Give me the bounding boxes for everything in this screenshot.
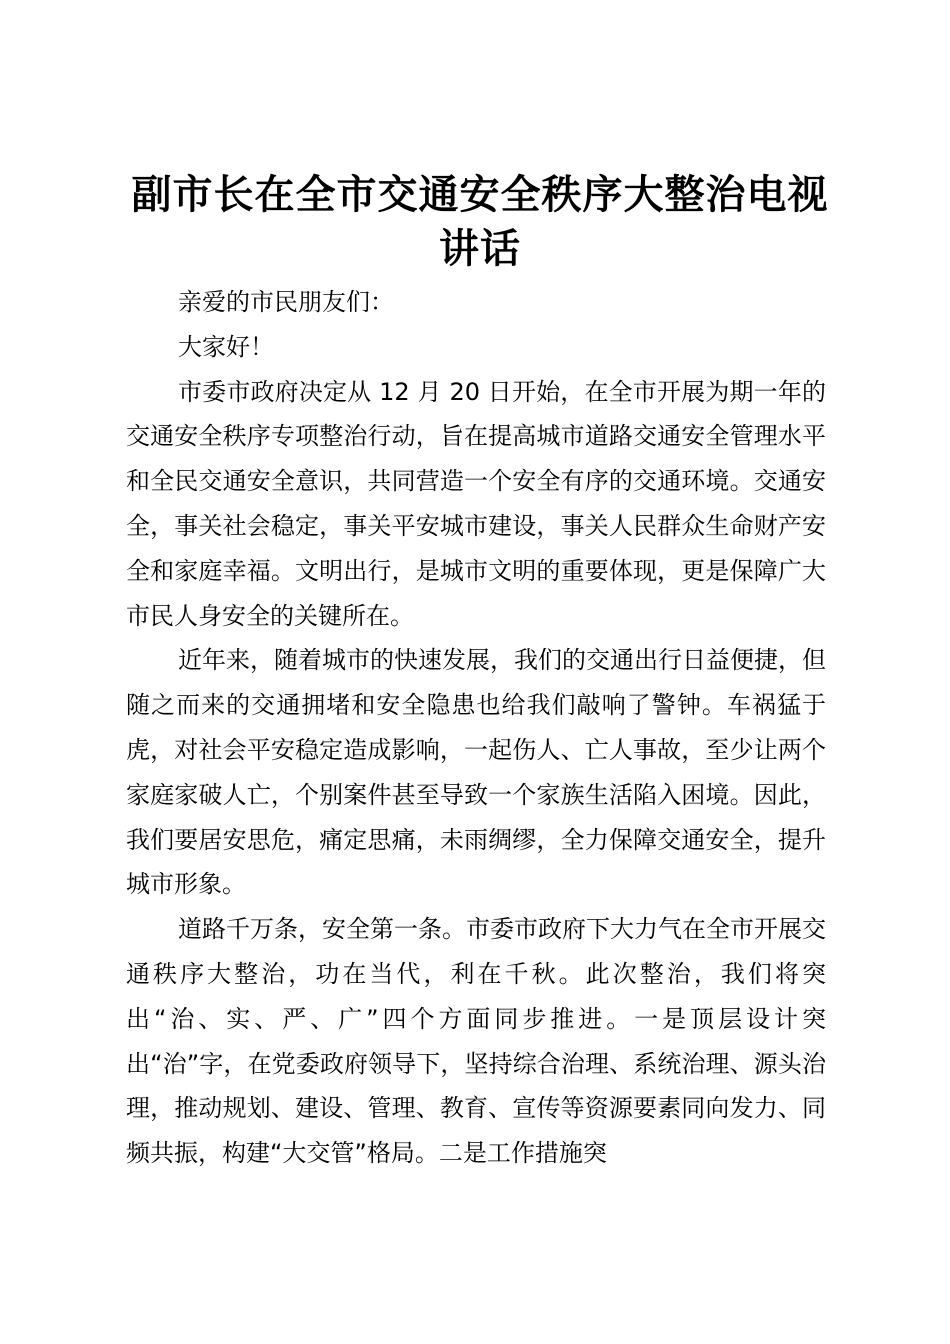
title-line-2: 讲话 (439, 225, 521, 272)
title-line-1: 副市长在全市交通安全秩序大整治电视 (131, 171, 829, 218)
greeting: 大家好！ (178, 332, 274, 361)
paragraph: 道路千万条，安全第一条。市委市政府下大力气在全市开展交通秩序大整治，功在当代，利在千秋。此次整治，我们将突出“治、实、严、广”四个方面同步推进。一是顶层设计突出“治”字，在党委政府领导下，坚持综合治理、系统治理、源头治理，推动规划、建设、管理、教育、宣传等资源要素同向发力、同频共振，构建“大交管”格局。二是工作措施突 (126, 915, 826, 1168)
paragraph: 近年来，随着城市的快速发展，我们的交通出行日益便捷，但随之而来的交通拥堵和安全隐患也给我们敲响了警钟。车祸猛于虎，对社会平安稳定造成影响，一起伤人、亡人事故，至少让两个家庭家破人亡，个别案件甚至导致一个家族生活陷入困境。因此，我们要居安思危，痛定思痛，未雨绸缪，全力保障交通安全，提升城市形象。 (126, 646, 826, 899)
paragraph: 市委市政府决定从 12 月 20 日开始，在全市开展为期一年的交通安全秩序专项整治行动，旨在提高城市道路交通安全管理水平和全民交通安全意识，共同营造一个安全有序的交通环境。交通安全，事关社会稳定，事关平安城市建设，事关人民群众生命财产安全和家庭幸福。文明出行，是城市文明的重要体现，更是保障广大市民人身安全的关键所在。 (126, 377, 826, 630)
document-title (110, 168, 850, 276)
document-body (126, 280, 826, 1176)
salutation: 亲爱的市民朋友们： (178, 288, 394, 316)
